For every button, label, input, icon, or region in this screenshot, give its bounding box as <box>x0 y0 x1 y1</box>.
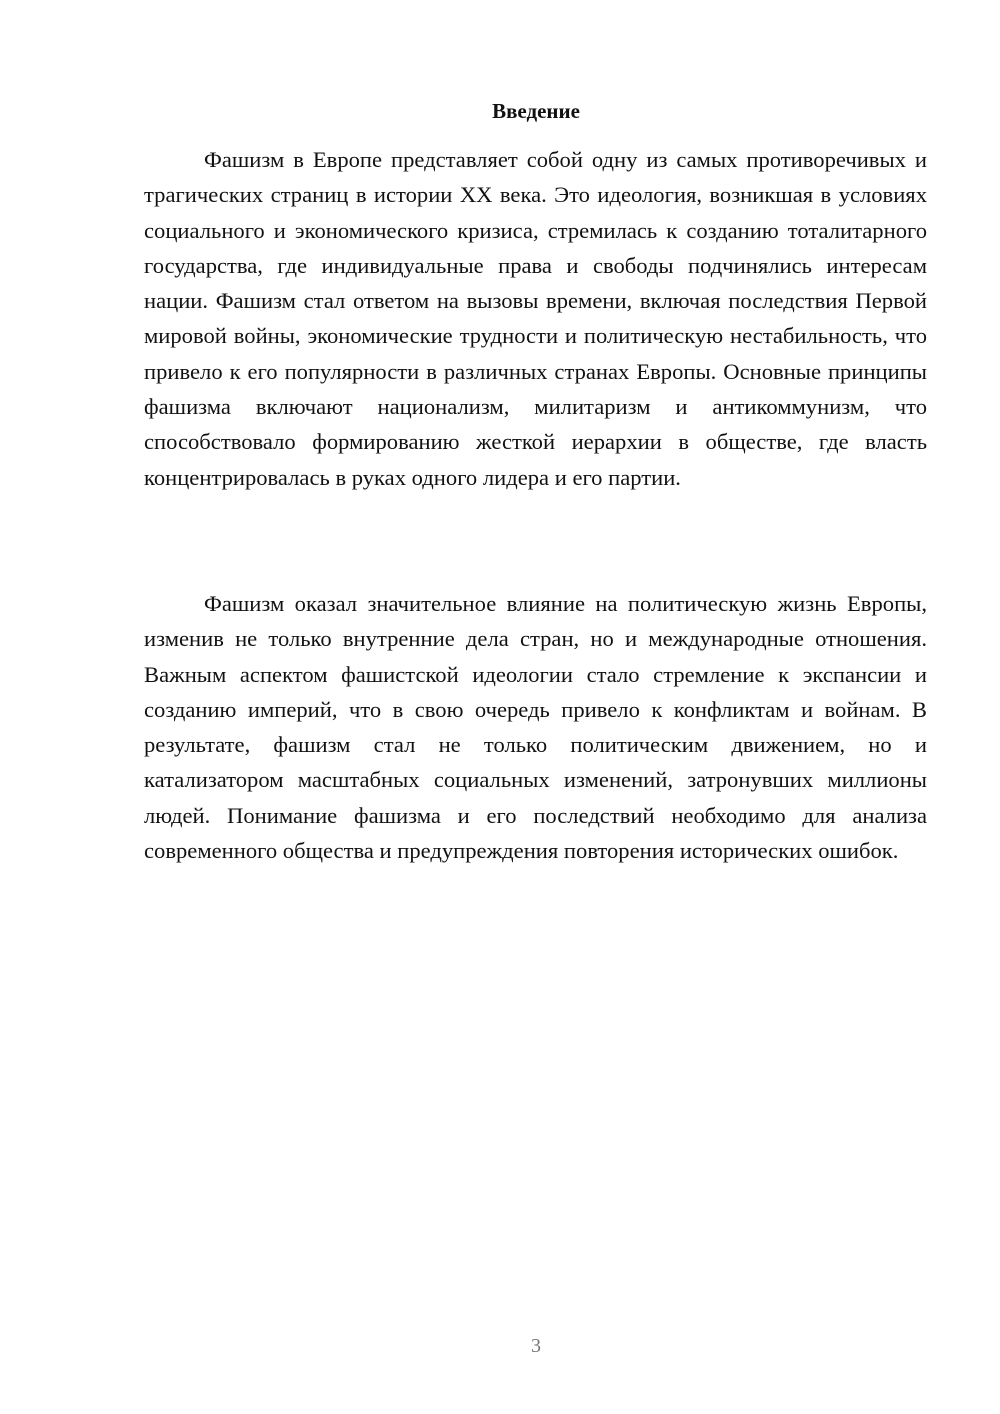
section-title: Введение <box>492 99 580 123</box>
page-number: 3 <box>531 1335 541 1357</box>
body-paragraph-1: Фашизм в Европе представляет собой одну из самых противоречивых и трагических страниц в истории XX века. Это идеология, возникшая в условиях социального и экономического кризиса, стремилась к созданию тоталитарного государства, где индивидуальные права и свободы подчинялись интересам нации. Фашизм стал ответом на вызовы времени, включая последствия Первой мировой войны, экономические трудности и политическую нестабильность, что привело к его популярности в различных странах Европы. Основные принципы фашизма включают национализм, милитаризм и антикоммунизм, что способствовало формированию жесткой иерархии в обществе, где власть концентрировалась в руках одного лидера и его партии. <box>144 147 927 490</box>
body-paragraph-2: Фашизм оказал значительное влияние на политическую жизнь Европы, изменив не только внутренние дела стран, но и международные отношения. Важным аспектом фашистской идеологии стало стремление к экспансии и созданию империй, что в свою очередь привело к конфликтам и войнам. В результате, фашизм стал не только политическим движением, но и катализатором масштабных социальных изменений, затронувших миллионы людей. Понимание фашизма и его последствий необходимо для анализа современного общества и предупреждения повторения исторических ошибок. <box>144 591 927 864</box>
